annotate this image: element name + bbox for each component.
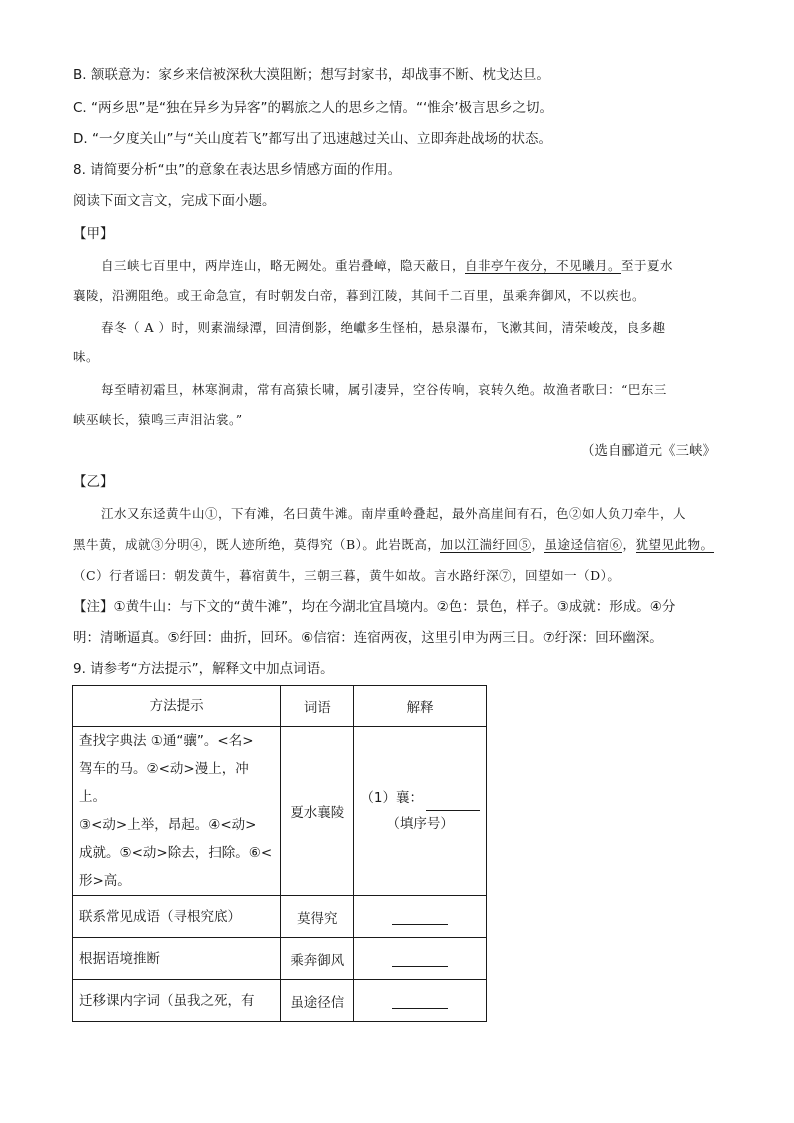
- word-cell: 莫得究: [281, 896, 354, 938]
- method-line: 驾车的马。②<动>漫上，冲上。: [79, 761, 249, 805]
- answer-cell: [354, 727, 487, 896]
- jia-p1-underlined: 自非亭午夜分，不见曦月。: [465, 258, 622, 273]
- method-cell: 根据语境推断: [73, 938, 281, 980]
- answer-blank[interactable]: [426, 796, 480, 811]
- section-label-jia: 【甲】: [73, 226, 114, 242]
- table-row: [73, 938, 487, 980]
- jia-paragraph-1-line-1: [101, 256, 673, 276]
- option-d: D. “一夕度关山”与“关山度若飞”都写出了迅速越过关山、立即奔赴战场的状态。: [73, 131, 552, 147]
- yi-underlined-1: 加以江湍纡回⑤: [440, 537, 532, 552]
- question-9: 9. 请参考“方法提示”，解释文中加点词语。: [73, 661, 334, 677]
- table-row: [73, 980, 487, 1022]
- question-8: 8. 请简要分析“虫”的意象在表达思乡情感方面的作用。: [73, 162, 402, 178]
- word-cell: 夏水襄陵: [281, 727, 354, 896]
- answer-blank[interactable]: [392, 994, 448, 1009]
- answer-cell: [354, 938, 487, 980]
- answer-blank[interactable]: [392, 952, 448, 967]
- word-cell: 虽途径信: [281, 980, 354, 1022]
- answer-cell: [354, 896, 487, 938]
- jia-paragraph-2-line-1: 春冬（ A ）时，则素湍绿潭，回清倒影，绝巘多生怪柏，悬泉瀑布，飞漱其间，清荣峻茂，良多趣: [101, 320, 666, 335]
- header-explanation: 解释: [354, 686, 487, 727]
- yi-underlined-3: 犹望见此物。: [635, 537, 714, 552]
- notes-line-1: 【注】①黄牛山：与下文的“黄牛滩”，均在今湖北宜昌境内。②色：景色，样子。③成就：形成。④分: [73, 599, 676, 615]
- method-line: 查找字典法 ①通“骧”。<名>: [79, 733, 254, 749]
- jia-p1-text-a: 自三峡七百里中，两岸连山，略无阙处。重岩叠嶂，隐天蔽日，: [101, 258, 466, 273]
- option-c: C. “两乡思”是“独在异乡为异客”的羁旅之人的思乡之情。“‘惟余’极言思乡之切。: [73, 100, 554, 116]
- jia-paragraph-3-line-1: 每至晴初霜旦，林寒涧肃，常有高猿长啸，属引凄异，空谷传响，哀转久绝。故渔者歌曰：“巴东三: [101, 382, 667, 397]
- method-line: ③<动>上举，昂起。④<动>: [79, 817, 257, 833]
- method-line: 形>高。: [79, 873, 131, 889]
- method-cell: 迁移课内字词（虽我之死，有: [73, 980, 281, 1022]
- yi-line-1: 江水又东迳黄牛山①，下有滩，名曰黄牛滩。南岸重岭叠起，最外高崖间有石，色②如人负刀牵牛，人: [101, 506, 687, 521]
- method-table: [72, 685, 487, 1022]
- yi-underlined-2: 虽途迳信宿⑥: [544, 537, 623, 552]
- method-line: 成就。⑤<动>除去，扫除。⑥<: [79, 845, 273, 861]
- answer-label: （1）襄：: [360, 790, 423, 806]
- answer-cell: [354, 980, 487, 1022]
- answer-blank[interactable]: [392, 910, 448, 925]
- jia-paragraph-1-line-2: 襄陵，沿溯阻绝。或王命急宣，有时朝发白帝，暮到江陵，其间千二百里，虽乘奔御风，不以疾也。: [73, 288, 646, 303]
- jia-source: （选自郦道元《三峡》: [581, 443, 716, 459]
- yi-line-2: 黑牛黄，成就③分明④，既人迹所绝，莫得究（B）。此岩既高，加以江湍纡回⑤，虽途迳信宿⑥，犹望见此物。: [73, 537, 714, 552]
- table-header-row: [73, 686, 487, 727]
- answer-hint: （填序号）: [386, 816, 454, 832]
- method-cell: 联系常见成语（寻根究底）: [73, 896, 281, 938]
- word-cell: 乘奔御风: [281, 938, 354, 980]
- yi-line-3: （C）行者谣曰：朝发黄牛，暮宿黄牛，三朝三暮，黄牛如故。言水路纡深⑦，回望如一（D）。: [73, 568, 621, 583]
- table-row: [73, 727, 487, 896]
- jia-paragraph-2-line-2: 味。: [73, 349, 100, 364]
- header-word: 词语: [281, 686, 354, 727]
- yi-line-2-text: 黑牛黄，成就③分明④，既人迹所绝，莫得究（B）。此岩既高，: [73, 537, 441, 552]
- notes-line-2: 明：清晰逼真。⑤纡回：曲折，回环。⑥信宿：连宿两夜，这里引申为两三日。⑦纡深：回环幽深。: [73, 630, 663, 646]
- header-method: 方法提示: [73, 686, 281, 727]
- method-cell: [73, 727, 281, 896]
- option-b: B. 颔联意为：家乡来信被深秋大漠阻断；想写封家书，却战事不断、枕戈达旦。: [73, 67, 550, 83]
- jia-p1-text-b: 至于夏水: [621, 258, 674, 273]
- jia-paragraph-3-line-2: 峡巫峡长，猿鸣三声泪沾裳。”: [73, 412, 243, 427]
- table-row: [73, 896, 487, 938]
- section-label-yi: 【乙】: [73, 474, 114, 490]
- reading-instruction: 阅读下面文言文，完成下面小题。: [73, 193, 276, 209]
